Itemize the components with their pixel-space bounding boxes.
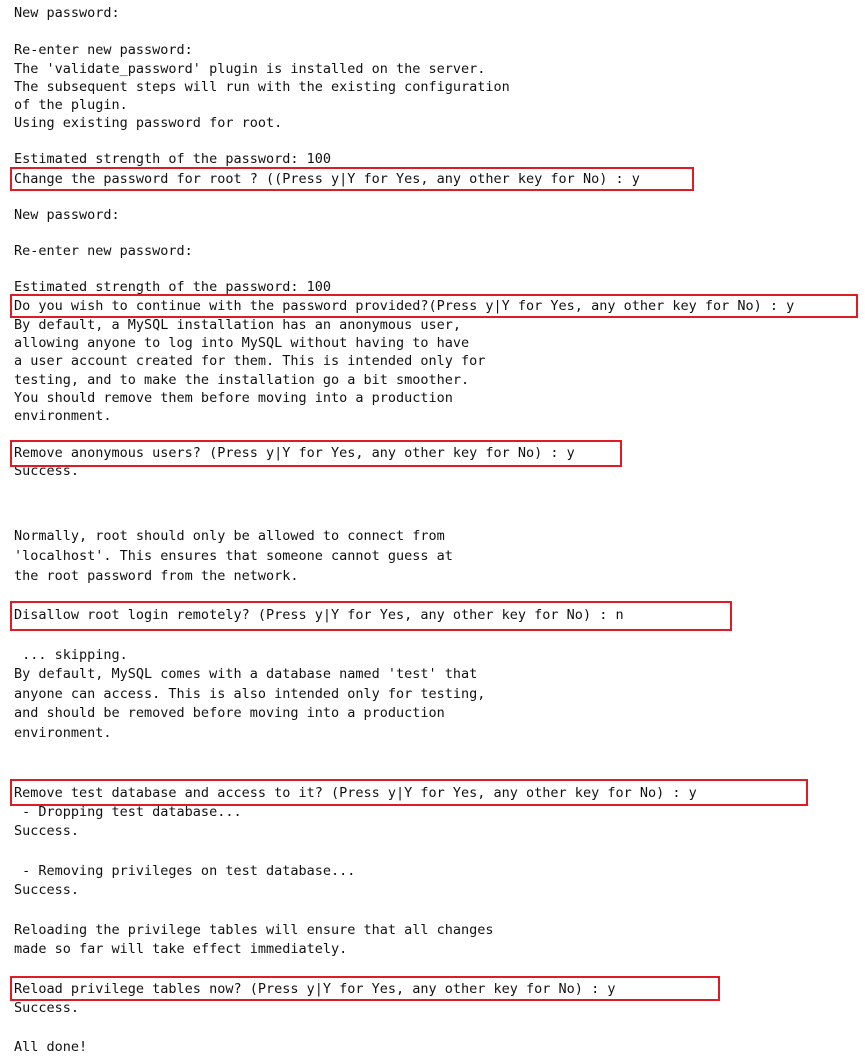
prompt-disallow-root-login: Disallow root login remotely? (Press y|Y for Yes, any other key for No) : n bbox=[14, 607, 624, 623]
prompt-continue-with-password: Do you wish to continue with the password provided?(Press y|Y for Yes, any other key for No) : y bbox=[14, 298, 795, 314]
terminal-line: Estimated strength of the password: 100 bbox=[14, 279, 331, 295]
terminal-line: - Dropping test database... bbox=[14, 804, 242, 820]
terminal-line: allowing anyone to log into MySQL without having to have bbox=[14, 335, 470, 351]
terminal-line: New password: bbox=[14, 5, 120, 21]
terminal-line: Re-enter new password: bbox=[14, 243, 193, 259]
terminal-line: New password: bbox=[14, 207, 120, 223]
terminal-line: By default, MySQL comes with a database named 'test' that bbox=[14, 666, 478, 682]
terminal-line: All done! bbox=[14, 1039, 88, 1055]
terminal-line: Success. bbox=[14, 463, 80, 479]
terminal-line: ... skipping. bbox=[14, 647, 128, 663]
terminal-line: Using existing password for root. bbox=[14, 115, 283, 131]
terminal-line: Normally, root should only be allowed to connect from bbox=[14, 528, 445, 544]
prompt-remove-test-database: Remove test database and access to it? (Press y|Y for Yes, any other key for No) : y bbox=[14, 785, 697, 801]
terminal-line: - Removing privileges on test database... bbox=[14, 863, 356, 879]
terminal-line: Reloading the privilege tables will ensure that all changes bbox=[14, 922, 494, 938]
terminal-line: and should be removed before moving into a production bbox=[14, 705, 445, 721]
terminal-line: 'localhost'. This ensures that someone cannot guess at bbox=[14, 548, 453, 564]
terminal-line: of the plugin. bbox=[14, 97, 128, 113]
terminal-line: The subsequent steps will run with the existing configuration bbox=[14, 79, 510, 95]
terminal-line: Success. bbox=[14, 1000, 80, 1016]
terminal-line: environment. bbox=[14, 725, 112, 741]
terminal-line: made so far will take effect immediately. bbox=[14, 941, 348, 957]
terminal-line: environment. bbox=[14, 408, 112, 424]
terminal-line: You should remove them before moving into a production bbox=[14, 390, 453, 406]
terminal-line: testing, and to make the installation go a bit smoother. bbox=[14, 372, 470, 388]
terminal-line: The 'validate_password' plugin is installed on the server. bbox=[14, 61, 486, 77]
prompt-change-root-password: Change the password for root ? ((Press y|Y for Yes, any other key for No) : y bbox=[14, 171, 640, 187]
terminal-line: Estimated strength of the password: 100 bbox=[14, 151, 331, 167]
prompt-reload-privilege-tables: Reload privilege tables now? (Press y|Y for Yes, any other key for No) : y bbox=[14, 981, 616, 997]
terminal-line: the root password from the network. bbox=[14, 568, 299, 584]
terminal-line: a user account created for them. This is intended only for bbox=[14, 353, 486, 369]
terminal-line: Success. bbox=[14, 882, 80, 898]
terminal-line: Re-enter new password: bbox=[14, 42, 193, 58]
terminal-line: anyone can access. This is also intended only for testing, bbox=[14, 686, 486, 702]
terminal-line: By default, a MySQL installation has an anonymous user, bbox=[14, 317, 462, 333]
terminal-line: Success. bbox=[14, 823, 80, 839]
prompt-remove-anonymous-users: Remove anonymous users? (Press y|Y for Yes, any other key for No) : y bbox=[14, 445, 575, 461]
